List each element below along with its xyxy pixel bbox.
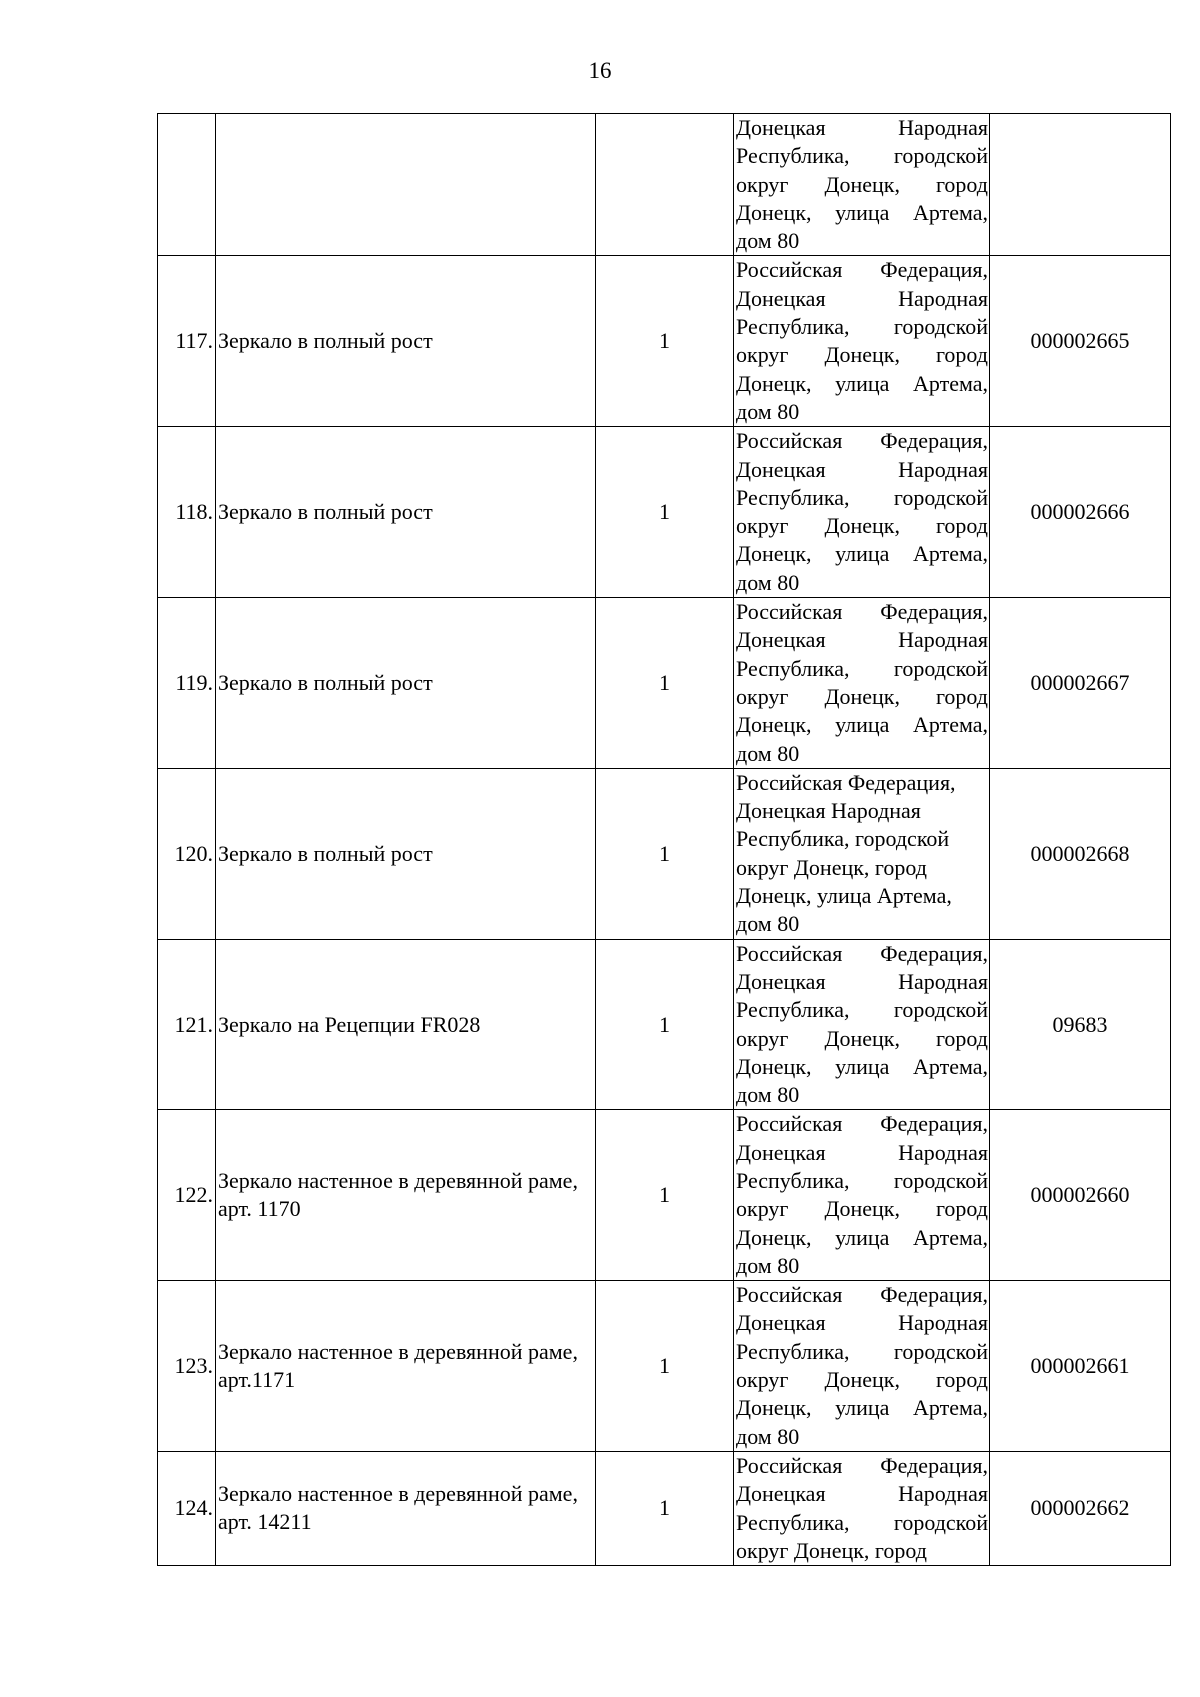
item-quantity: 1 — [596, 768, 734, 939]
table-row — [158, 598, 1171, 769]
table-row — [158, 114, 1171, 256]
inventory-code: 000002662 — [990, 1451, 1171, 1565]
table-row — [158, 1281, 1171, 1452]
item-name: Зеркало в полный рост — [216, 427, 596, 598]
address-text: Российская Федерация, Донецкая Народная Республика, городской округ Донецк, город Донецк, улица Артема, дом 80 — [736, 599, 988, 766]
inventory-code: 000002661 — [990, 1281, 1171, 1452]
inventory-code: 000002666 — [990, 427, 1171, 598]
address-text: Донецкая Народная Республика, городской округ Донецк, город Донецк, улица Артема, дом 80 — [736, 115, 988, 254]
page-number: 16 — [588, 58, 612, 83]
table-row — [158, 1110, 1171, 1281]
item-quantity: 1 — [596, 1451, 734, 1565]
table-row — [158, 939, 1171, 1110]
row-number: 122. — [158, 1110, 216, 1281]
item-address — [734, 1451, 990, 1565]
inventory-code: 000002667 — [990, 598, 1171, 769]
row-number: 119. — [158, 598, 216, 769]
item-name: Зеркало настенное в деревянной раме, арт. 1170 — [216, 1110, 596, 1281]
row-number — [158, 114, 216, 256]
item-address — [734, 1110, 990, 1281]
address-text: Российская Федерация, Донецкая Народная Республика, городской округ Донецк, город Донецк, улица Артема, дом 80 — [736, 940, 988, 1108]
item-quantity: 1 — [596, 1281, 734, 1452]
inventory-table — [157, 113, 1171, 1566]
address-text: Российская Федерация, Донецкая Народная Республика, городской округ Донецк, город Донецк, улица Артема, дом 80 — [736, 1111, 988, 1278]
row-number: 123. — [158, 1281, 216, 1452]
item-quantity: 1 — [596, 598, 734, 769]
item-quantity: 1 — [596, 256, 734, 427]
item-name: Зеркало настенное в деревянной раме, арт. 14211 — [216, 1451, 596, 1565]
item-name: Зеркало в полный рост — [216, 598, 596, 769]
item-address — [734, 939, 990, 1110]
item-name: Зеркало настенное в деревянной раме, арт.1171 — [216, 1281, 596, 1452]
address-text: Российская Федерация, Донецкая Народная Республика, городской округ Донецк, город Донецк, улица Артема, дом 80 — [736, 769, 956, 937]
address-text: Российская Федерация, Донецкая Народная Республика, городской округ Донецк, город — [736, 1452, 988, 1563]
inventory-code: 000002660 — [990, 1110, 1171, 1281]
item-quantity — [596, 114, 734, 256]
row-number: 124. — [158, 1451, 216, 1565]
inventory-code: 09683 — [990, 939, 1171, 1110]
row-number: 120. — [158, 768, 216, 939]
item-name: Зеркало на Рецепции FR028 — [216, 939, 596, 1110]
table-row — [158, 256, 1171, 427]
table-row — [158, 1451, 1171, 1565]
item-address — [734, 1281, 990, 1452]
item-name — [216, 114, 596, 256]
row-number: 117. — [158, 256, 216, 427]
inventory-code: 000002668 — [990, 768, 1171, 939]
item-address — [734, 427, 990, 598]
item-name: Зеркало в полный рост — [216, 256, 596, 427]
address-text: Российская Федерация, Донецкая Народная Республика, городской округ Донецк, город Донецк, улица Артема, дом 80 — [736, 257, 988, 424]
address-text: Российская Федерация, Донецкая Народная Республика, городской округ Донецк, город Донецк, улица Артема, дом 80 — [736, 1282, 988, 1449]
inventory-code: 000002665 — [990, 256, 1171, 427]
inventory-code — [990, 114, 1171, 256]
item-name: Зеркало в полный рост — [216, 768, 596, 939]
table-row — [158, 768, 1171, 939]
table-row — [158, 427, 1171, 598]
item-address — [734, 256, 990, 427]
address-text: Российская Федерация, Донецкая Народная Республика, городской округ Донецк, город Донецк, улица Артема, дом 80 — [736, 428, 988, 595]
row-number: 118. — [158, 427, 216, 598]
address-clip — [736, 1452, 988, 1565]
item-address — [734, 768, 990, 939]
row-number: 121. — [158, 939, 216, 1110]
item-quantity: 1 — [596, 939, 734, 1110]
item-address — [734, 114, 990, 256]
item-address — [734, 598, 990, 769]
item-quantity: 1 — [596, 427, 734, 598]
item-quantity: 1 — [596, 1110, 734, 1281]
